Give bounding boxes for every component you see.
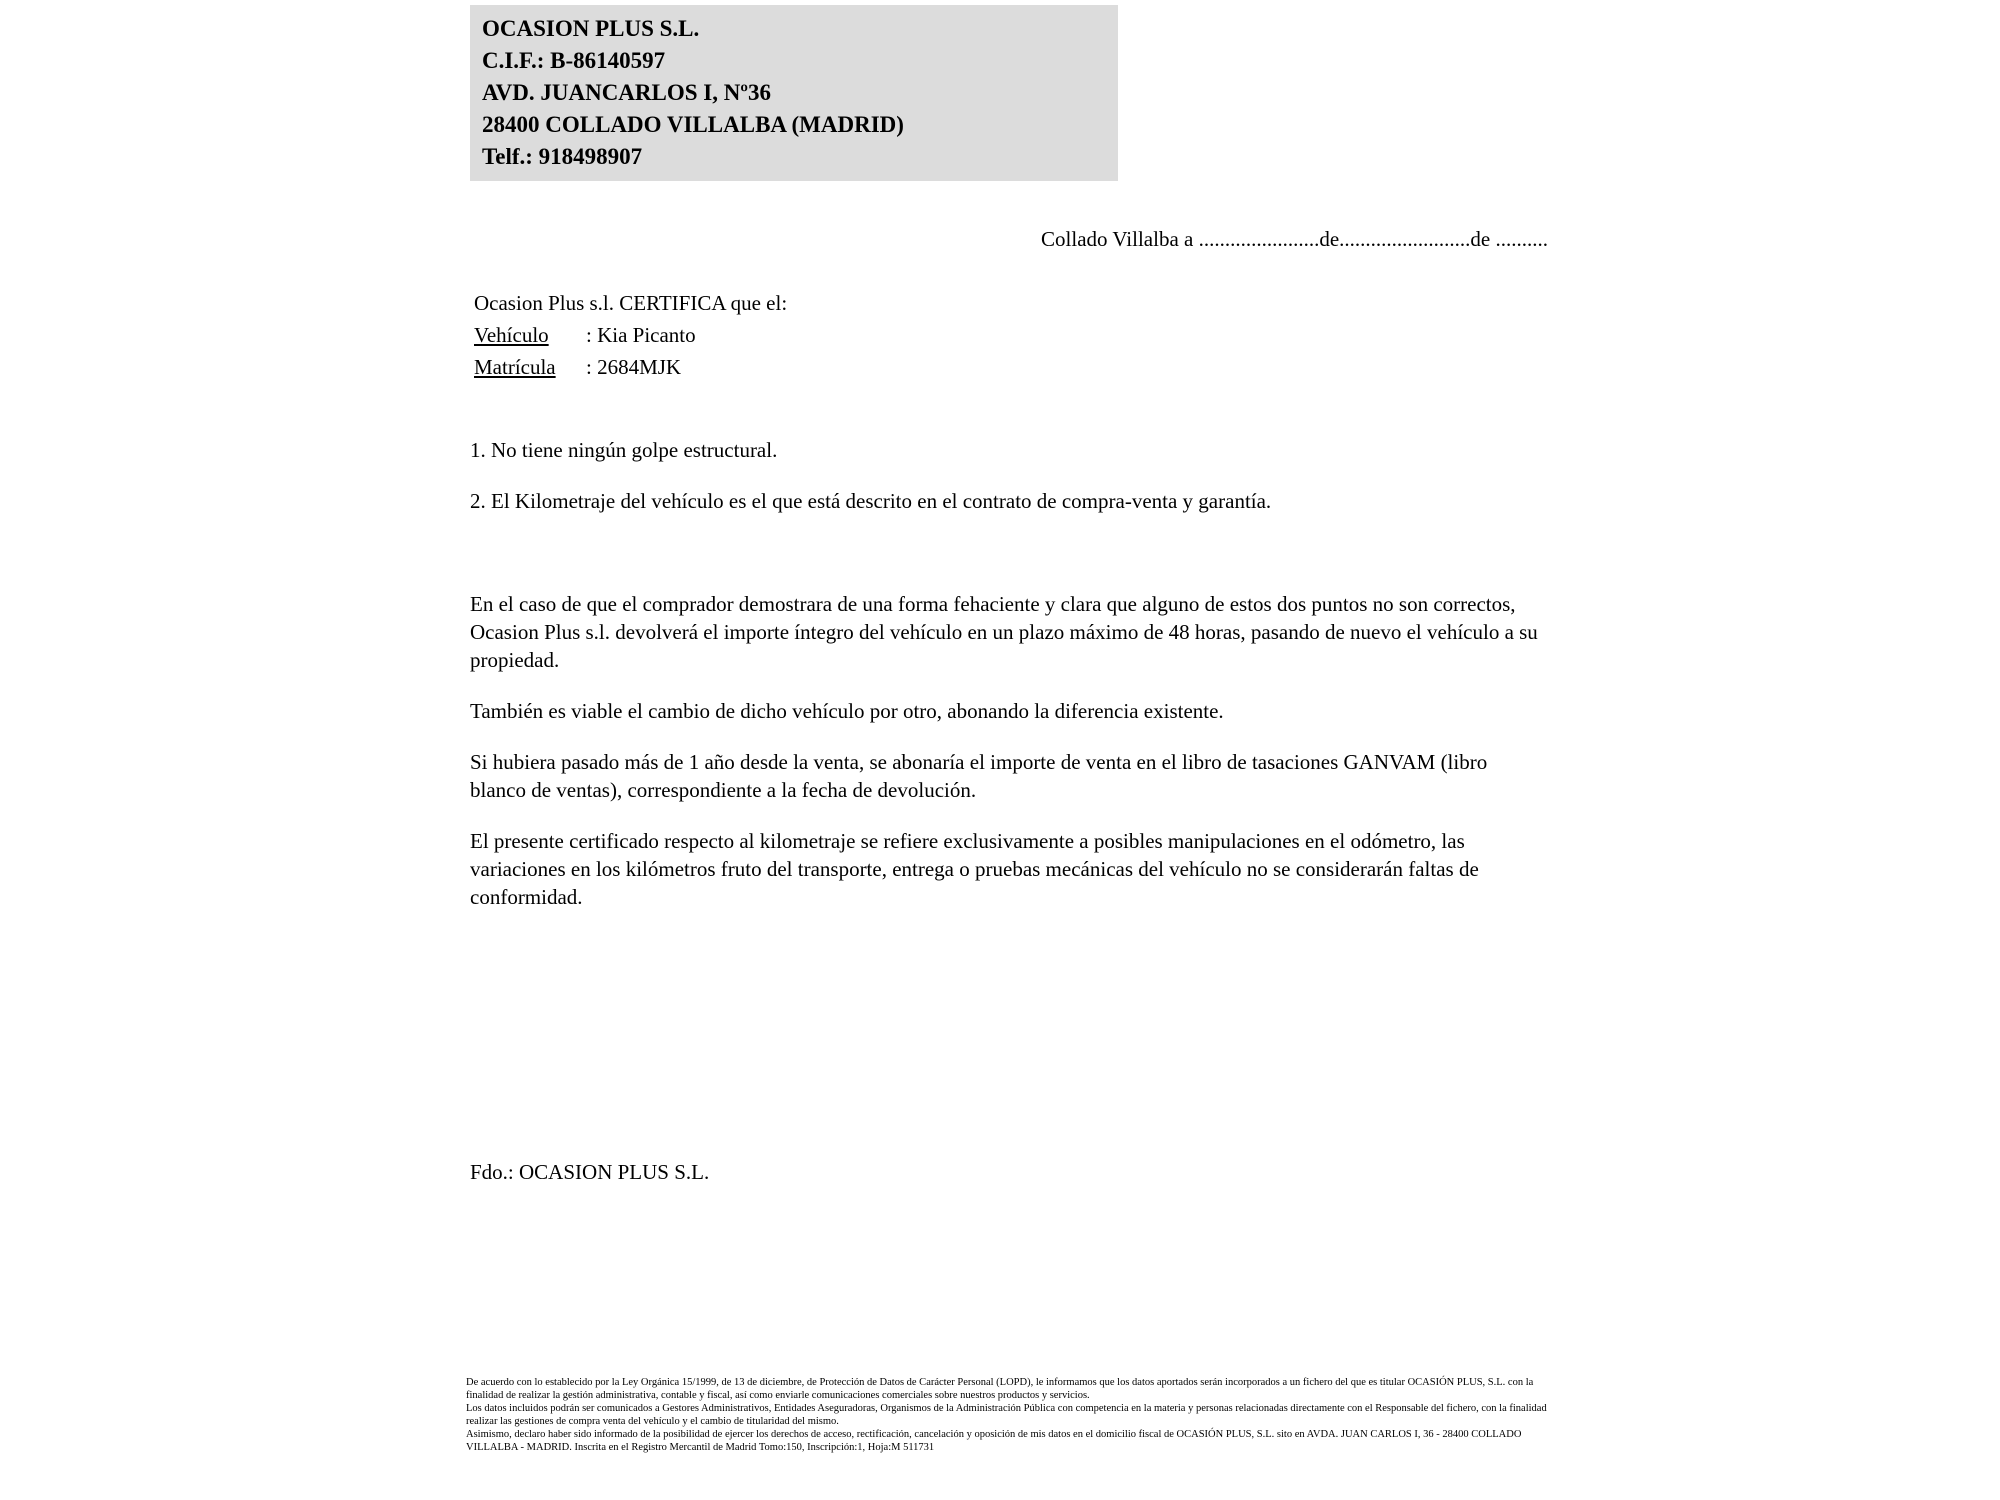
legal-footer xyxy=(466,1376,1561,1454)
point-mileage: 2. El Kilometraje del vehículo es el que está descrito en el contrato de compra-venta y garantía. xyxy=(470,489,1272,513)
plate-label-wrap xyxy=(474,351,586,383)
vehicle-value: : Kia Picanto xyxy=(586,323,696,347)
legal-paragraph-lopd: De acuerdo con lo establecido por la Ley Orgánica 15/1999, de 13 de diciembre, de Protección de Datos de Carácter Personal (LOPD), le informamos que los datos aportados serán incorporados a un fichero del que es titular OCASIÓN PLUS, S.L. con la finalidad de realizar la gestión administrativa, contable y fiscal, así como enviarle comunicaciones comerciales sobre nuestros productos y servicios. xyxy=(466,1377,1534,1401)
plate-line xyxy=(474,351,787,383)
company-cif: C.I.F.: B-86140597 xyxy=(482,48,666,73)
certification-intro: Ocasion Plus s.l. CERTIFICA que el: xyxy=(474,291,788,315)
vehicle-label: Vehículo xyxy=(474,323,549,347)
vehicle-line xyxy=(474,319,787,351)
paragraph-ganvam: Si hubiera pasado más de 1 año desde la venta, se abonaría el importe de venta en el libro de tasaciones GANVAM (libro blanco de ventas), correspondiente a la fecha de devolución. xyxy=(470,750,1488,802)
paragraph-exchange: También es viable el cambio de dicho vehículo por otro, abonando la diferencia existente. xyxy=(470,699,1224,723)
signature-line: Fdo.: OCASION PLUS S.L. xyxy=(470,1160,710,1184)
paragraph-refund: En el caso de que el comprador demostrara de una forma fehaciente y clara que alguno de estos dos puntos no son correctos, Ocasion Plus s.l. devolverá el importe íntegro del vehículo en un plazo máximo de 48 horas, pasando de nuevo el vehículo a su propiedad. xyxy=(470,592,1538,672)
company-header xyxy=(470,5,1118,181)
legal-paragraph-rights: Asimismo, declaro haber sido informado de la posibilidad de ejercer los derechos de acceso, rectificación, cancelación y oposición de mis datos en el domicilio fiscal de OCASIÓN PLUS, S.L. sito en AVDA. JUAN CARLOS I, 36 - 28400 COLLADO VILLALBA - MADRID. Inscrita en el Registro Mercantil de Madrid Tomo:150, Inscripción:1, Hoja:M 511731 xyxy=(466,1429,1522,1453)
paragraph-odometer: El presente certificado respecto al kilometraje se refiere exclusivamente a posibles manipulaciones en el odómetro, las variaciones en los kilómetros fruto del transporte, entrega o pruebas mecánicas del vehículo no se considerarán faltas de conformidad. xyxy=(470,829,1479,909)
date-line: Collado Villalba a .......................de.........................de .......... xyxy=(1041,227,1548,251)
plate-value: : 2684MJK xyxy=(586,355,682,379)
terms-paragraphs xyxy=(470,590,1548,934)
company-phone: Telf.: 918498907 xyxy=(482,144,643,169)
point-structural: 1. No tiene ningún golpe estructural. xyxy=(470,438,778,462)
company-name: OCASION PLUS S.L. xyxy=(482,16,700,41)
certified-points xyxy=(470,436,1555,538)
plate-label: Matrícula xyxy=(474,355,556,379)
company-address: AVD. JUANCARLOS I, Nº36 xyxy=(482,80,771,105)
legal-paragraph-data-sharing: Los datos incluidos podrán ser comunicados a Gestores Administrativos, Entidades Aseguradoras, Organismos de la Administración Pública con competencia en la materia y personas relacionadas directamente con el Responsable del fichero, con la finalidad realizar las gestiones de compra venta del vehículo y el cambio de titularidad del mismo. xyxy=(466,1403,1547,1427)
vehicle-label-wrap xyxy=(474,319,586,351)
certification-block xyxy=(474,287,787,383)
company-city: 28400 COLLADO VILLALBA (MADRID) xyxy=(482,112,904,137)
